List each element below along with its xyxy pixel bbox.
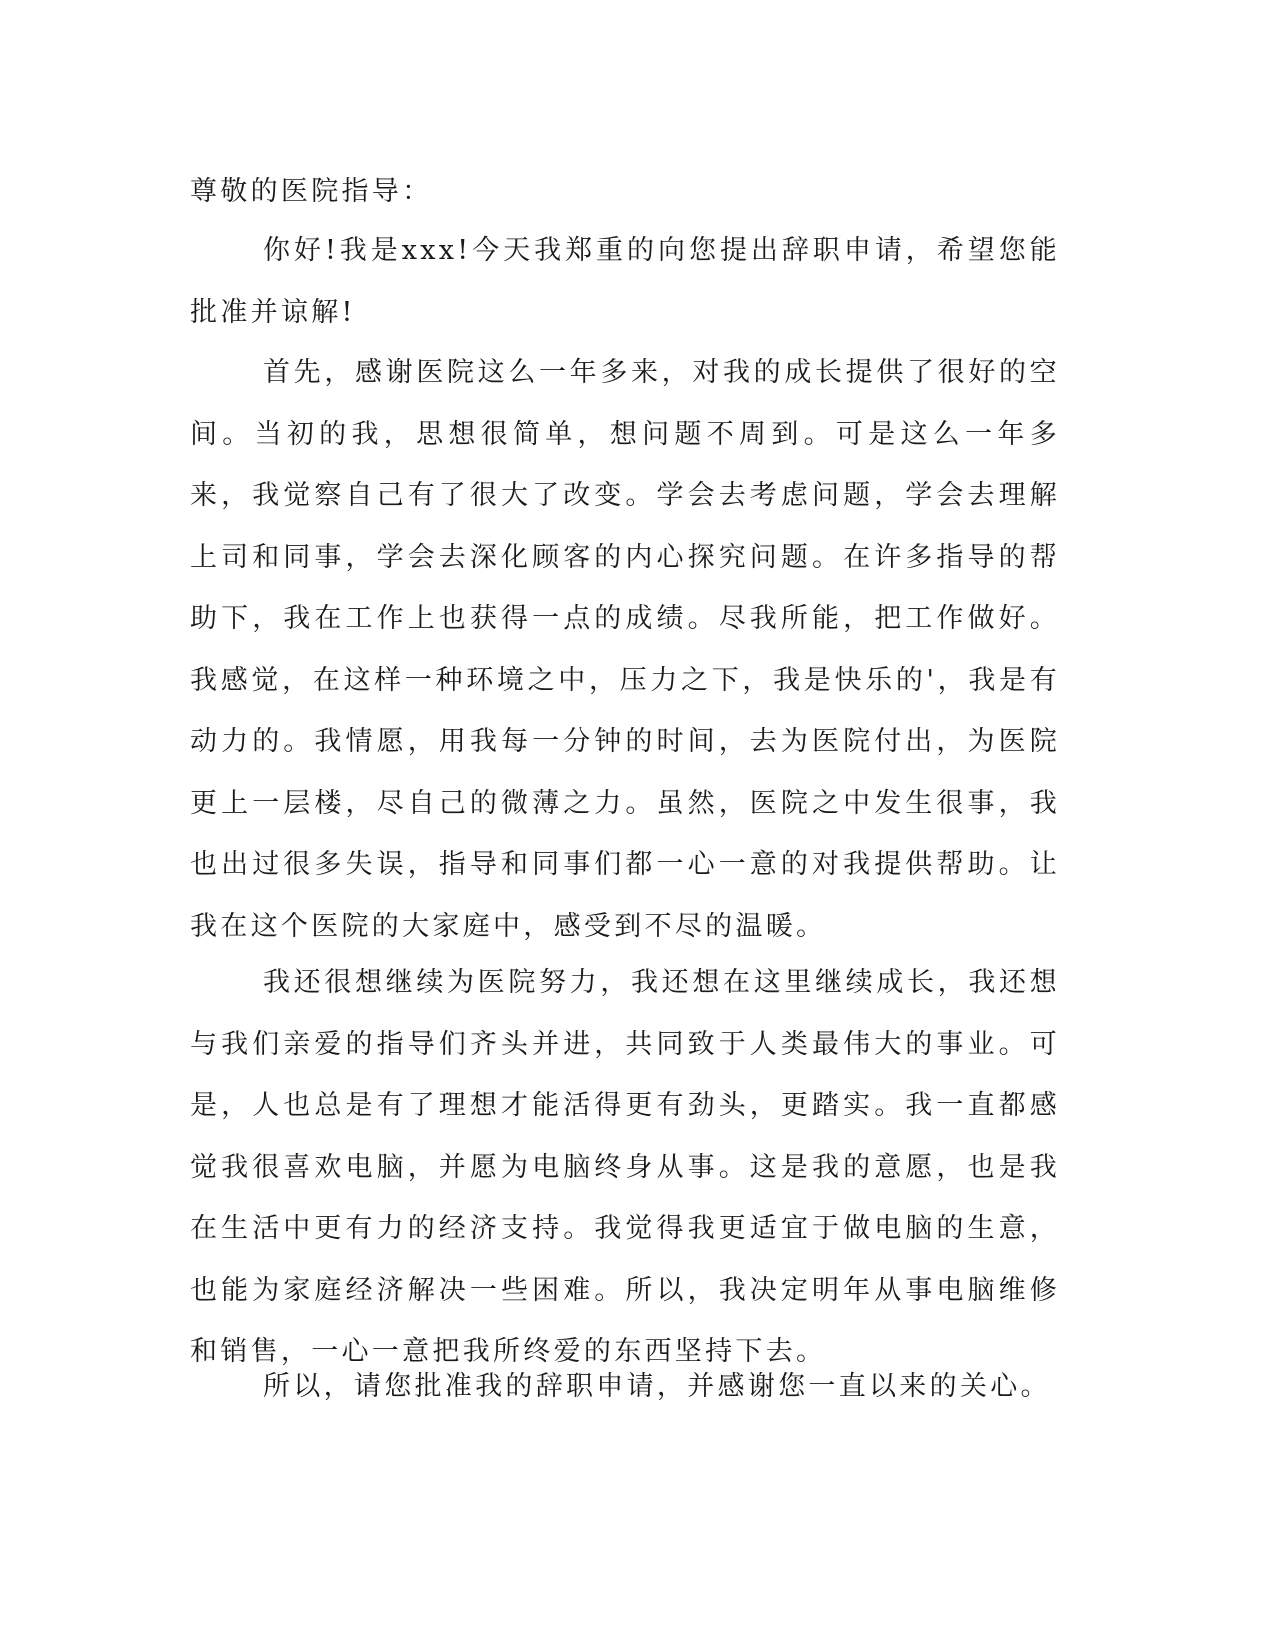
paragraph-reason: 我还很想继续为医院努力，我还想在这里继续成长，我还想与我们亲爱的指导们齐头并进，共同致于人类最伟大的事业。可是，人也总是有了理想才能活得更有劲头，更踏实。我一直都感觉我很喜欢电脑，并愿为电脑终身从事。这是我的意愿，也是我在生活中更有力的经济支持。我觉得我更适宜于做电脑的生意，也能为家庭经济解决一些困难。所以，我决定明年从事电脑维修和销售，一心一意把我所终爱的东西坚持下去。 — [190, 967, 1060, 1367]
paragraph-opening: 你好!我是xxx!今天我郑重的向您提出辞职申请，希望您能批准并谅解! — [190, 235, 1060, 328]
letter-salutation: 尊敬的医院指导： — [190, 176, 433, 207]
paragraph-gratitude: 首先，感谢医院这么一年多来，对我的成长提供了很好的空间。当初的我，思想很简单，想问题不周到。可是这么一年多来，我觉察自己有了很大了改变。学会去考虑问题，学会去理解上司和同事，学会去深化顾客的内心探究问题。在许多指导的帮助下，我在工作上也获得一点的成绩。尽我所能，把工作做好。我感觉，在这样一种环境之中，压力之下，我是快乐的'，我是有动力的。我情愿，用我每一分钟的时间，去为医院付出，为医院更上一层楼，尽自己的微薄之力。虽然，医院之中发生很事，我也出过很多失误，指导和同事们都一心一意的对我提供帮助。让我在这个医院的大家庭中，感受到不尽的温暖。 — [190, 357, 1060, 942]
paragraph-closing: 所以，请您批准我的辞职申请，并感谢您一直以来的关心。 — [263, 1371, 1051, 1402]
